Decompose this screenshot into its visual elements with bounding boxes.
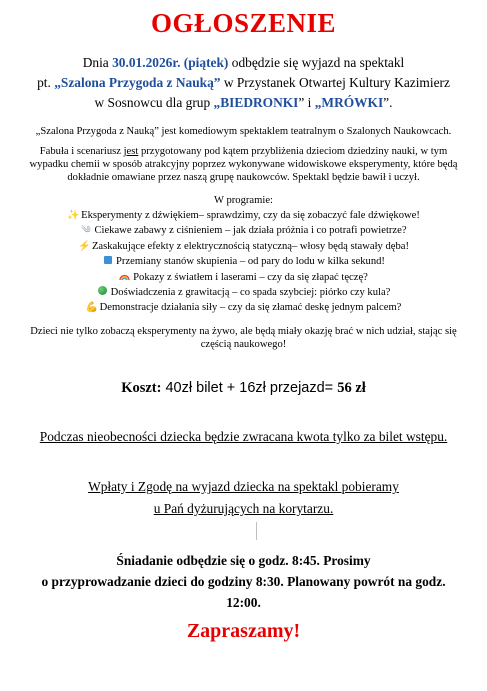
- payment-note: [0, 476, 487, 520]
- program-item: [0, 270, 487, 285]
- intro-paragraph: [0, 53, 487, 113]
- breakfast-line-1: Śniadanie odbędzie się o godz. 8:45. Prosimy: [116, 553, 371, 568]
- program-heading: W programie:: [214, 195, 273, 206]
- cost-line: [0, 380, 487, 397]
- program-item-text: Eksperymenty z dźwiękiem– sprawdzimy, czy da się zobaczyć fale dźwiękowe!: [81, 210, 420, 221]
- intro-text: ” i: [298, 95, 315, 110]
- program-list: [0, 208, 487, 316]
- intro-text: Dnia: [82, 55, 113, 70]
- cost-breakdown: 40zł bilet + 16zł przejazd=: [161, 380, 338, 396]
- program-item: [0, 208, 487, 223]
- kids-participation-note: Dzieci nie tylko zobaczą eksperymenty na żywo, ale będą miały okazję brać w nich udział, stając się częścią naukowego!: [30, 326, 457, 350]
- intro-text: w Sosnowcu dla grup: [94, 95, 214, 110]
- program-item-text: Zaskakujące efekty z elektrycznością statyczną– włosy będą stawały dęba!: [91, 240, 410, 252]
- program-item-text: Ciekawe zabawy z ciśnieniem – jak działa próżnia i co potrafi powietrze?: [94, 225, 407, 237]
- program-item-text: Przemiany stanów skupienia – od pary do lodu w kilka sekund!: [116, 256, 385, 268]
- lightning-icon: ⚡: [77, 240, 91, 252]
- flexed-biceps-icon: 💪: [85, 302, 99, 314]
- globe-icon: [97, 285, 108, 300]
- intro-text: w Przystanek Otwartej Kultury Kazimierz: [220, 75, 450, 90]
- intro-line-2: [0, 73, 487, 93]
- program-item-text: Doświadczenia z grawitacją – co spada szybciej: piórko czy kula?: [110, 287, 391, 299]
- intro-line-1: [0, 53, 487, 73]
- show-plot-description: Fabuła i scenariusz jest przygotowany pod kątem przybliżenia dzieciom dziedziny nauki, w tym wypadku chemii w sposób atrakcyjny poprzez wykonywane widowiskowe eksperymenty, które będą dokładnie omawiane przez naszą grupę naukowców. Spektakl będzie bawił i uczył.: [29, 146, 458, 183]
- sparkles-icon: ✨: [67, 210, 80, 221]
- show-title: „Szalona Przygoda z Nauką”: [54, 75, 221, 90]
- announcement-title: OGŁOSZENIE: [150, 8, 337, 38]
- program-item: [0, 300, 487, 315]
- event-date: 30.01.2026r. (piątek): [112, 55, 229, 70]
- refund-note: Podczas nieobecności dziecka będzie zwracana kwota tylko za bilet wstępu.: [39, 429, 448, 444]
- breakfast-line-2: o przyprowadzanie dzieci do godziny 8:30. Planowany powrót na godz.: [41, 574, 446, 589]
- show-description: „Szalona Przygoda z Nauką” jest komediowym spektaklem teatralnym o Szalonych Naukowcach.: [35, 126, 452, 137]
- payment-line-2: u Pań dyżurujących na korytarzu.: [153, 501, 334, 516]
- intro-text: odbędzie się wyjazd na spektakl: [228, 55, 405, 70]
- breakfast-line-3: 12:00.: [226, 595, 261, 610]
- program-item: [0, 223, 487, 238]
- wind-icon: ༄: [81, 225, 91, 237]
- underlined-word: jest: [123, 146, 139, 157]
- program-item-text: Pokazy z światłem i laserami – czy da się złapać tęczę?: [133, 271, 368, 283]
- cost-total: 56 zł: [337, 380, 366, 396]
- cost-label: Koszt:: [121, 380, 162, 396]
- intro-line-3: [0, 93, 487, 113]
- ice-cube-icon: [102, 254, 113, 269]
- intro-text: pt.: [37, 75, 55, 90]
- program-item: [0, 285, 487, 300]
- rainbow-icon: [119, 270, 130, 285]
- intro-text: ”.: [383, 95, 393, 110]
- text-cursor: [256, 522, 257, 540]
- breakfast-note: [0, 550, 487, 613]
- program-item: [0, 254, 487, 269]
- group-name-2: „MRÓWKI: [314, 95, 384, 110]
- program-item-text: Demonstracje działania siły – czy da się złamać deskę jednym palcem?: [99, 302, 402, 314]
- program-item: [0, 239, 487, 254]
- closing-invitation: Zapraszamy!: [186, 620, 301, 642]
- payment-line-1: Wpłaty i Zgodę na wyjazd dziecka na spektakl pobieramy: [88, 479, 399, 494]
- group-name-1: „BIEDRONKI: [213, 95, 299, 110]
